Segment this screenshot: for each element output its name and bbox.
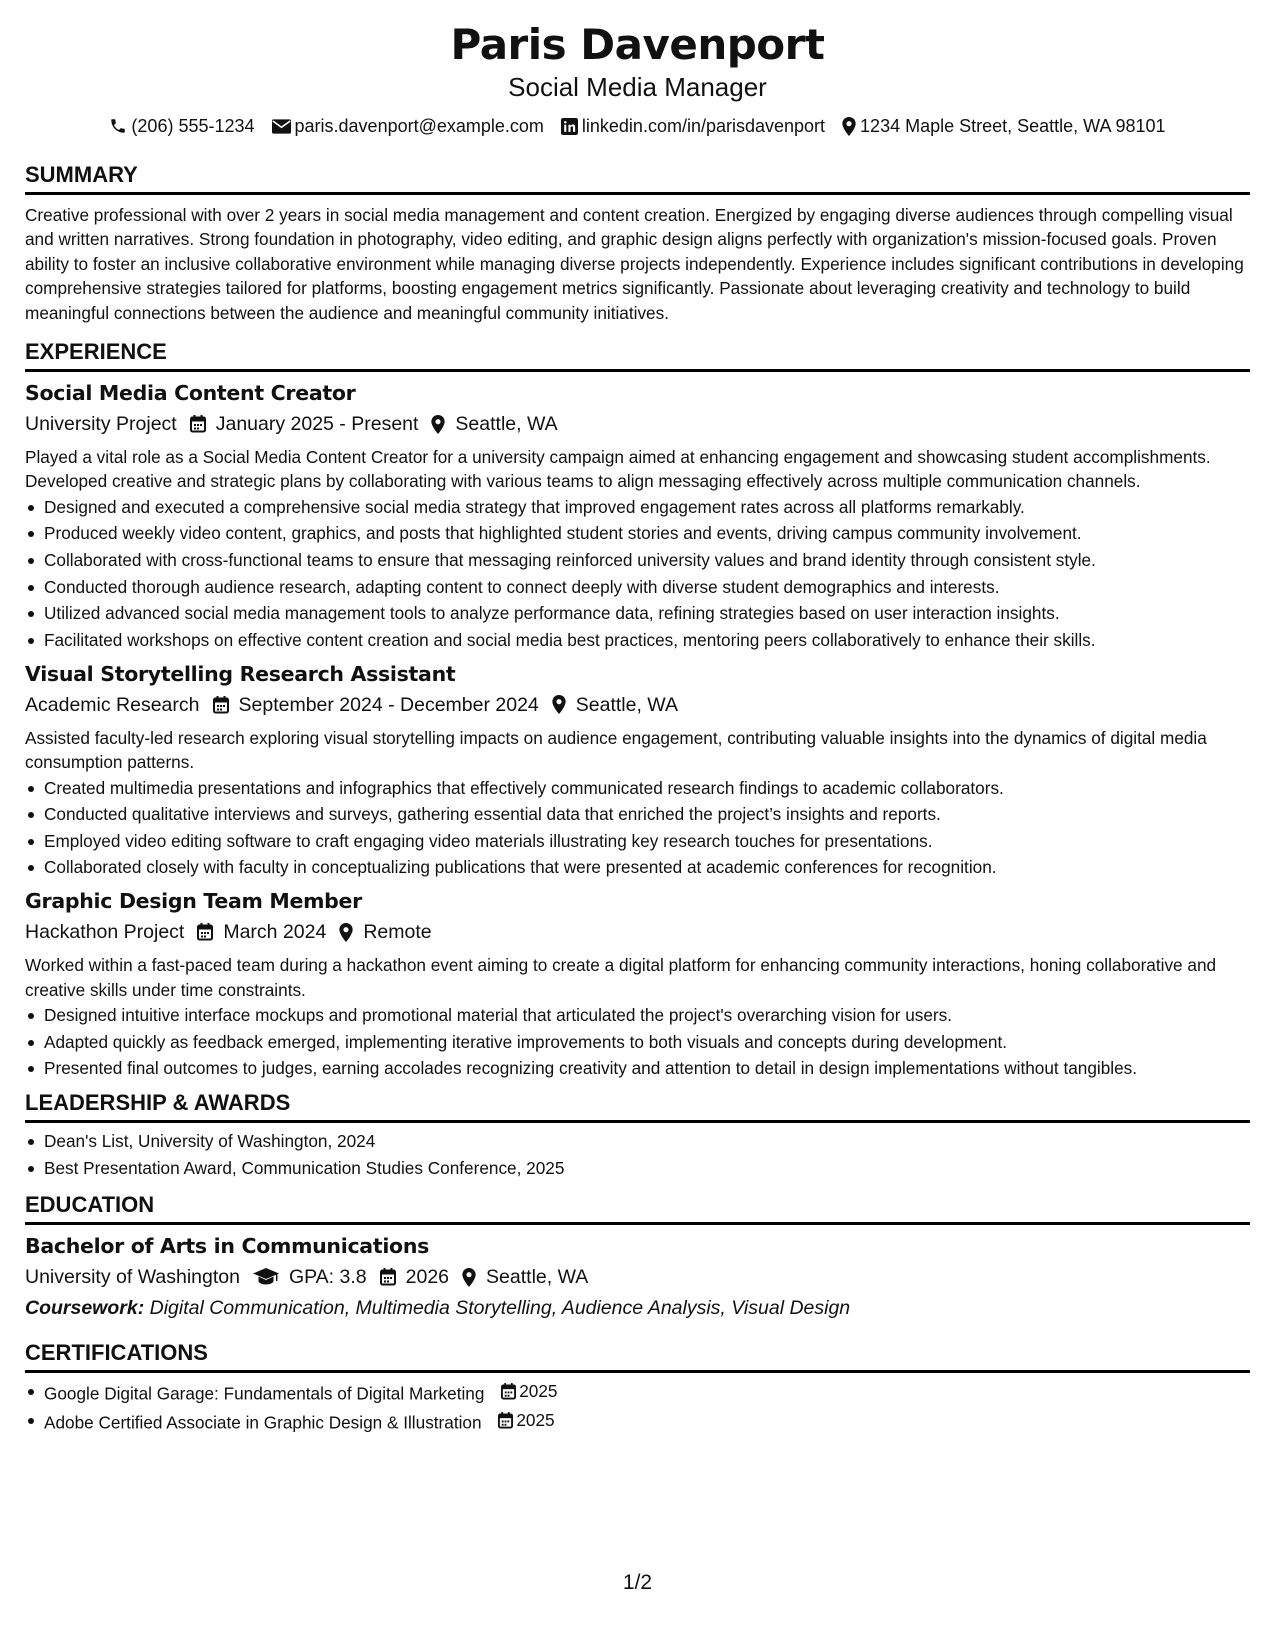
address-text: 1234 Maple Street, Seattle, WA 98101	[860, 116, 1166, 136]
summary-section	[25, 162, 1250, 325]
section-title-experience: EXPERIENCE	[25, 339, 1250, 372]
certification-item	[25, 1379, 1250, 1406]
section-title-education: EDUCATION	[25, 1192, 1250, 1225]
contact-phone[interactable]	[109, 114, 254, 138]
bullet-item: Conducted thorough audience research, adapting content to connect deeply with diverse student demographics and interests.	[25, 575, 1250, 599]
resume-page	[25, 18, 1250, 1437]
bullet-item: Designed and executed a comprehensive social media strategy that improved engagement rates across all platforms remarkably.	[25, 495, 1250, 519]
phone-text: (206) 555-1234	[131, 116, 255, 136]
job-entry	[25, 379, 1250, 652]
certification-date	[501, 1379, 557, 1403]
calendar-icon	[213, 696, 229, 714]
job-entry	[25, 887, 1250, 1080]
certification-item	[25, 1408, 1250, 1435]
certifications-section	[25, 1340, 1250, 1435]
calendar-icon	[190, 415, 206, 433]
map-pin-icon	[339, 923, 353, 942]
graduation-cap-icon	[253, 1268, 279, 1286]
coursework-line	[25, 1294, 1250, 1322]
bullet-item: Collaborated closely with faculty in conceptualizing publications that were presented at academic conferences for recognition.	[25, 855, 1250, 879]
job-title: Graphic Design Team Member	[25, 889, 362, 914]
contact-linkedin[interactable]	[561, 114, 825, 138]
calendar-icon	[197, 923, 213, 941]
job-description: Assisted faculty-led research exploring visual storytelling impacts on audience engagement, contributing valuable insights into the dynamics of digital media consumption patterns.	[25, 727, 1207, 773]
section-title-leadership: LEADERSHIP & AWARDS	[25, 1090, 1250, 1123]
job-meta	[25, 409, 1250, 439]
education-meta	[25, 1262, 1250, 1292]
email-text: paris.davenport@example.com	[294, 116, 544, 136]
award-item: Dean's List, University of Washington, 2024	[25, 1129, 1250, 1153]
job-location: Seattle, WA	[455, 413, 558, 436]
certification-list	[25, 1379, 1250, 1435]
phone-icon	[109, 117, 127, 135]
job-org: Academic Research	[25, 693, 200, 716]
contact-bar	[25, 114, 1250, 138]
certification-name: Adobe Certified Associate in Graphic Design & Illustration	[44, 1412, 482, 1433]
job-bullets	[25, 776, 1250, 880]
envelope-icon	[272, 119, 291, 134]
linkedin-icon	[561, 118, 578, 135]
experience-section	[25, 339, 1250, 1080]
education-section	[25, 1192, 1250, 1322]
certification-year: 2025	[516, 1410, 555, 1431]
linkedin-text: linkedin.com/in/parisdavenport	[581, 116, 826, 136]
job-dates: March 2024	[223, 921, 327, 944]
summary-text: Creative professional with over 2 years in social media management and content creation. Energized by engaging diverse audiences through compelling visual and written narratives. Strong foundation in photography, video editing, and graphic design aligns perfectly with organization's mission-focused goals. Proven ability to foster an inclusive collaborative environment while managing diverse projects independently. Experience includes significant contributions in developing comprehensive strategies tailored for platforms, boosting engagement metrics significantly. Passionate about leveraging creativity and technology to build meaningful connections between the audience and meaningful community initiatives.	[25, 205, 1244, 323]
certification-date	[498, 1408, 554, 1432]
award-item: Best Presentation Award, Communication Studies Conference, 2025	[25, 1156, 1250, 1180]
bullet-item: Facilitated workshops on effective content creation and social media best practices, mentoring peers collaboratively to enhance their skills.	[25, 628, 1250, 652]
coursework-list: Digital Communication, Multimedia Storytelling, Audience Analysis, Visual Design	[149, 1297, 851, 1319]
job-meta	[25, 690, 1250, 720]
map-pin-icon	[462, 1268, 476, 1287]
job-location: Remote	[363, 921, 432, 944]
calendar-icon	[498, 1412, 513, 1429]
calendar-icon	[501, 1383, 516, 1400]
school-location: Seattle, WA	[486, 1266, 589, 1288]
job-org: Hackathon Project	[25, 921, 185, 944]
degree-title: Bachelor of Arts in Communications	[25, 1234, 430, 1258]
bullet-item: Conducted qualitative interviews and surveys, gathering essential data that enriched the project’s insights and reports.	[25, 802, 1250, 826]
job-dates: January 2025 - Present	[215, 413, 419, 436]
section-title-summary: SUMMARY	[25, 162, 1250, 195]
coursework-label: Coursework:	[25, 1297, 145, 1319]
bullet-item: Utilized advanced social media management tools to analyze performance data, refining strategies based on user interaction insights.	[25, 601, 1250, 625]
calendar-icon	[380, 1268, 396, 1286]
section-title-certifications: CERTIFICATIONS	[25, 1340, 1250, 1373]
job-bullets	[25, 495, 1250, 652]
job-dates: September 2024 - December 2024	[238, 693, 539, 716]
job-title: Visual Storytelling Research Assistant	[25, 661, 456, 686]
resume-header	[25, 18, 1250, 138]
map-pin-icon	[552, 695, 566, 714]
job-location: Seattle, WA	[575, 693, 678, 716]
contact-email[interactable]	[272, 114, 544, 138]
job-org: University Project	[25, 413, 177, 436]
map-pin-icon	[842, 117, 856, 136]
job-bullets	[25, 1003, 1250, 1080]
bullet-item: Collaborated with cross-functional teams to ensure that messaging reinforced university values and brand identity through consistent style.	[25, 548, 1250, 572]
certification-name: Google Digital Garage: Fundamentals of Digital Marketing	[44, 1383, 485, 1404]
candidate-role: Social Media Manager	[508, 72, 767, 102]
bullet-item: Adapted quickly as feedback emerged, implementing iterative improvements to both visuals and concepts during development.	[25, 1030, 1250, 1054]
award-list	[25, 1129, 1250, 1180]
bullet-item: Created multimedia presentations and infographics that effectively communicated research findings to academic collaborators.	[25, 776, 1250, 800]
school-name: University of Washington	[25, 1266, 240, 1288]
gpa-text: GPA: 3.8	[288, 1266, 367, 1288]
job-entry	[25, 660, 1250, 880]
job-description: Played a vital role as a Social Media Content Creator for a university campaign aimed at enhancing engagement and showcasing student accomplishments. Developed creative and strategic plans by collaborating with various teams to align messaging effectively across multiple communication channels.	[25, 447, 1211, 492]
job-description: Worked within a fast-paced team during a hackathon event aiming to create a digital platform for enhancing community interactions, honing collaborative and creative skills under time constraints.	[25, 955, 1217, 1000]
graduation-year: 2026	[405, 1266, 450, 1288]
bullet-item: Employed video editing software to craft engaging video materials illustrating key research touches for presentations.	[25, 829, 1250, 853]
map-pin-icon	[431, 415, 445, 434]
bullet-item: Presented final outcomes to judges, earning accolades recognizing creativity and attention to detail in design implementations without tangibles.	[25, 1056, 1250, 1080]
page-number: 1/2	[622, 1571, 653, 1594]
certification-year: 2025	[519, 1381, 558, 1401]
job-meta	[25, 917, 1250, 947]
leadership-section	[25, 1090, 1250, 1180]
contact-address	[842, 114, 1166, 138]
candidate-name: Paris Davenport	[450, 20, 825, 69]
job-title: Social Media Content Creator	[25, 381, 356, 406]
bullet-item: Designed intuitive interface mockups and promotional material that articulated the project's overarching vision for users.	[25, 1003, 1250, 1027]
bullet-item: Produced weekly video content, graphics, and posts that highlighted student stories and events, driving campus community involvement.	[25, 521, 1250, 545]
